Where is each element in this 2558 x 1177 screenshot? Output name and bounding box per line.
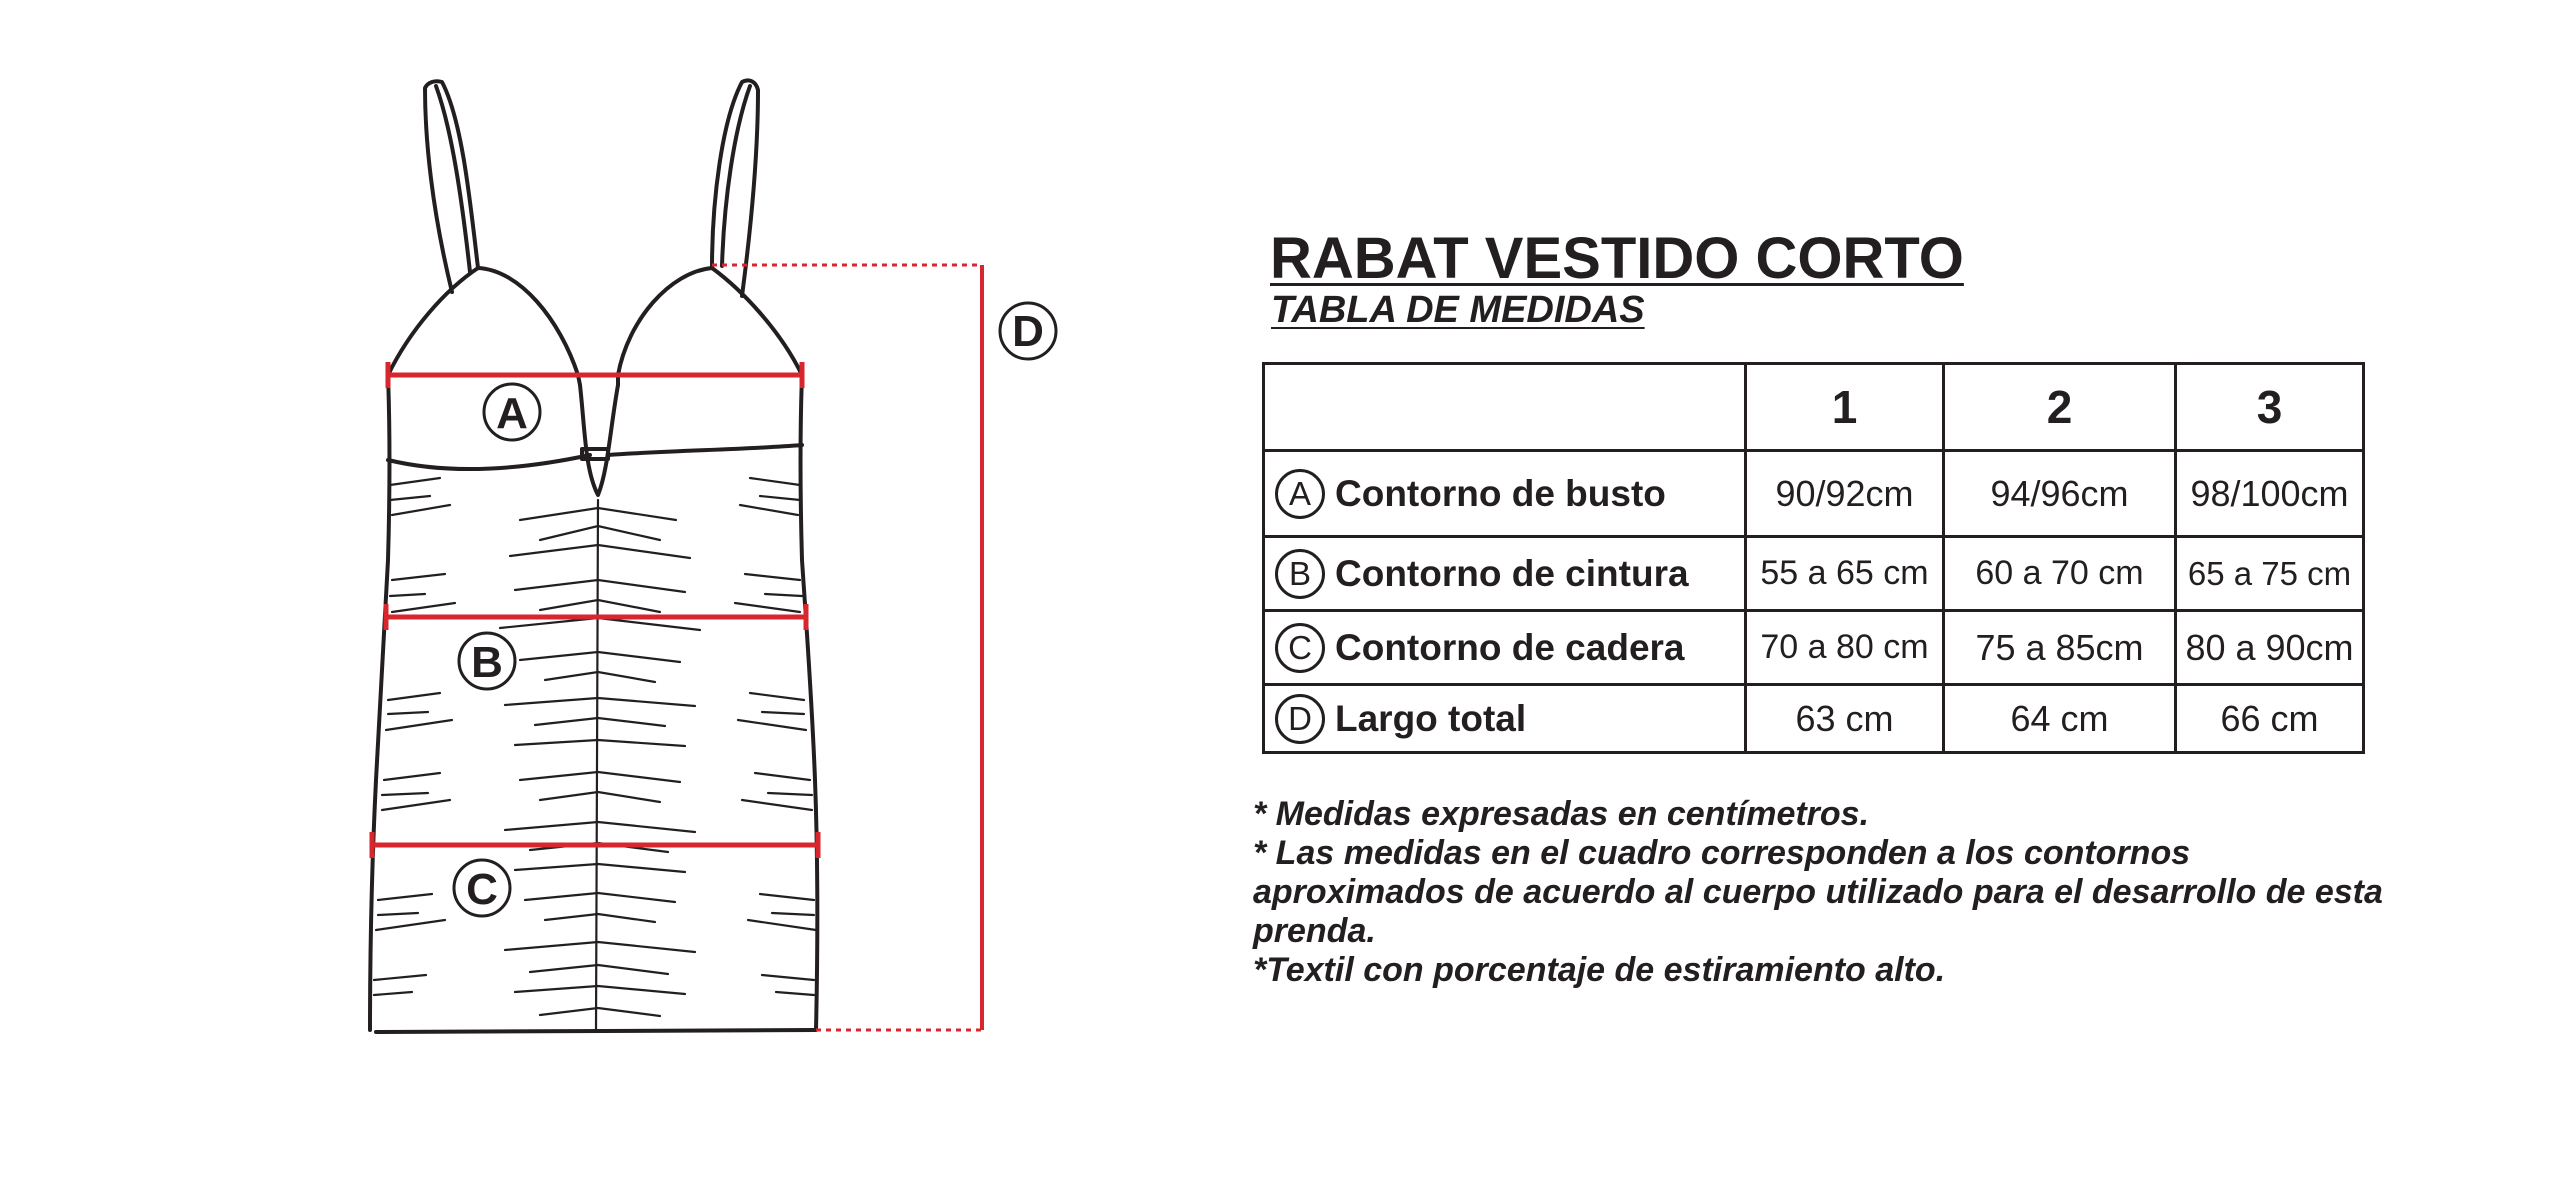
- cell-largo-1: 63 cm: [1746, 685, 1944, 753]
- row-letter-a: A: [1275, 469, 1325, 519]
- measure-line-b: [386, 604, 806, 630]
- table-header-size-3: 3: [2176, 364, 2364, 451]
- note-contours: * Las medidas en el cuadro corresponden a los contornos aproximados de acuerdo al cuerpo utilizado para el desarrollo de esta prenda.: [1253, 834, 2383, 950]
- size-table: [1262, 362, 2365, 754]
- table-row: [1264, 685, 2364, 753]
- page-title: RABAT VESTIDO CORTO: [1270, 226, 1964, 291]
- row-letter-d: D: [1275, 694, 1325, 744]
- ruching-lines: [374, 478, 816, 1030]
- table-row: [1264, 451, 2364, 537]
- cell-busto-2: 94/96cm: [1944, 451, 2176, 537]
- cell-cadera-3: 80 a 90cm: [2176, 611, 2364, 685]
- center-neckline: [580, 385, 618, 495]
- dress-sketch: [0, 0, 1030, 1177]
- measure-b-letter: B: [471, 638, 503, 687]
- table-header-row: [1264, 364, 2364, 451]
- note-units: * Medidas expresadas en centímetros.: [1253, 795, 1870, 833]
- row-text-cintura: Contorno de cintura: [1335, 552, 1689, 594]
- left-cup: [388, 268, 580, 385]
- row-label-busto: [1264, 451, 1746, 537]
- measure-line-a: [388, 362, 802, 388]
- table-header-size-1: 1: [1746, 364, 1944, 451]
- row-text-largo: Largo total: [1335, 697, 1527, 739]
- row-text-busto: Contorno de busto: [1335, 472, 1666, 514]
- right-strap-inner: [722, 86, 750, 266]
- page-subtitle: TABLA DE MEDIDAS: [1271, 289, 1645, 331]
- table-header-empty: [1264, 364, 1746, 451]
- row-label-cadera: [1264, 611, 1746, 685]
- measure-a-letter: A: [496, 389, 528, 438]
- cell-largo-3: 66 cm: [2176, 685, 2364, 753]
- table-row: [1264, 537, 2364, 611]
- row-label-largo: [1264, 685, 1746, 753]
- table-row: [1264, 611, 2364, 685]
- measure-d-label: [995, 298, 1061, 364]
- dress-side-left: [370, 375, 390, 1030]
- cell-busto-3: 98/100cm: [2176, 451, 2364, 537]
- cell-cadera-2: 75 a 85cm: [1944, 611, 2176, 685]
- measure-line-c: [372, 832, 818, 858]
- measure-c-letter: C: [466, 865, 498, 914]
- cell-busto-1: 90/92cm: [1746, 451, 1944, 537]
- row-letter-c: C: [1275, 623, 1325, 673]
- cell-cintura-2: 60 a 70 cm: [1944, 537, 2176, 611]
- cell-largo-2: 64 cm: [1944, 685, 2176, 753]
- cell-cadera-1: 70 a 80 cm: [1746, 611, 1944, 685]
- right-cup: [618, 268, 802, 385]
- measure-d-letter: D: [1012, 307, 1044, 356]
- row-letter-b: B: [1275, 549, 1325, 599]
- row-label-cintura: [1264, 537, 1746, 611]
- cell-cintura-1: 55 a 65 cm: [1746, 537, 1944, 611]
- row-text-cadera: Contorno de cadera: [1335, 626, 1685, 668]
- dress-side-right: [801, 375, 818, 1030]
- table-header-size-2: 2: [1944, 364, 2176, 451]
- cell-cintura-3: 65 a 75 cm: [2176, 537, 2364, 611]
- notes: [1253, 795, 2403, 990]
- note-stretch: *Textil con porcentaje de estiramiento alto.: [1253, 951, 1946, 989]
